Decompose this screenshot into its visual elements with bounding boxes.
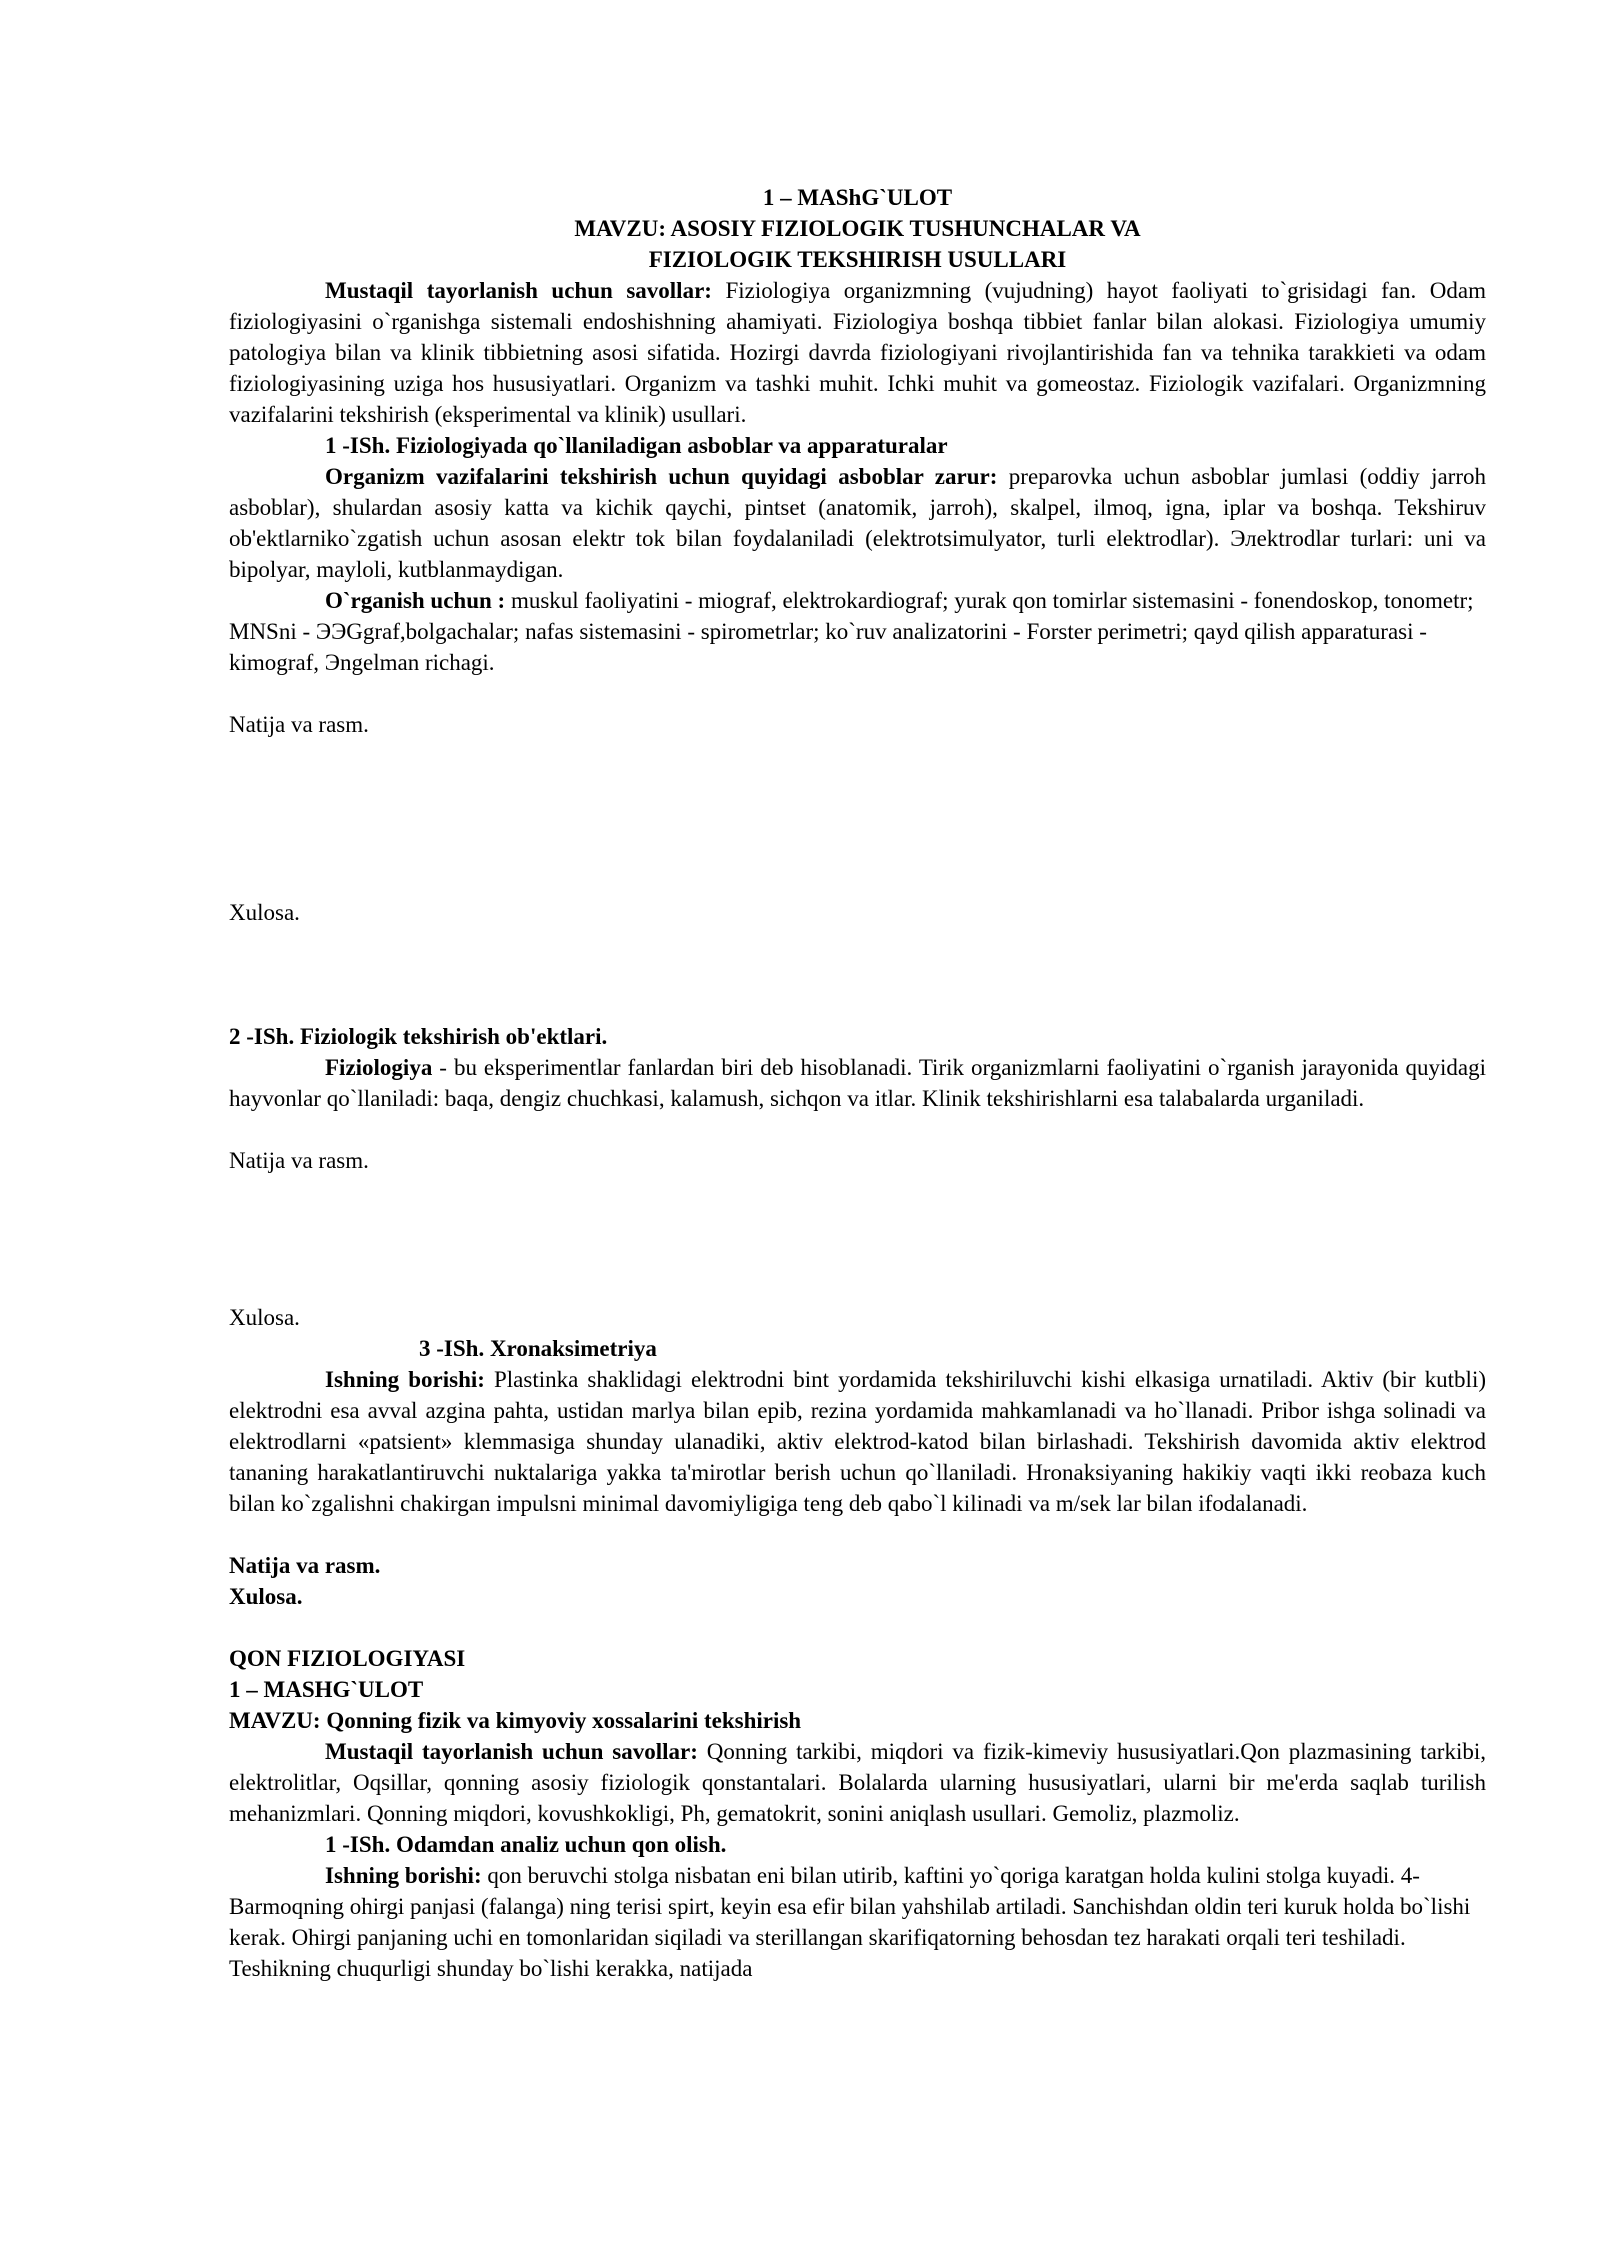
self-study-questions bbox=[229, 275, 1486, 430]
conclusion-label-2: Xulosa. bbox=[229, 1305, 300, 1330]
blood-work1-paragraph bbox=[229, 1860, 1486, 1984]
work2-paragraph-label: Fiziologiya bbox=[325, 1055, 433, 1080]
self-study-questions-text: Fiziologiya organizmning (vujudning) hayot faoliyati to`grisidagi fan. Odam fiziologiyasini o`rganishga sistemali endoshishning ahamiyati. Fiziologiya boshqa tibbiet fanlar bilan alokasi. Fiziologiya umumiy patologiya bilan va klinik tibbietning asosi sifatida. Hozirgi davrda fiziologiyani rivojlantirishida fan va tehnika tarakkieti va odam fiziologiyasining uziga hos hususiyatlari. Organizm va tashki muhit. Ichki muhit va gomeostaz. Fiziologik vazifalari. Organizmning vazifalarini tekshirish (eksperimental va klinik) usullari. bbox=[229, 278, 1486, 427]
blood-self-study-questions-text: Qonning tarkibi, miqdori va fizik-kimeviy hususiyatlari.Qon plazmasining tarkibi, elektrolitlar, Oqsillar, qonning asosiy fiziologik qonstantalari. Bolalarda ularning hususiyatlari, ularni bir me'erda saqlab turilish mehanizmlari. Qonning miqdori, kovushkokligi, Ph, gematokrit, sonini aniqlash usullari. Gemoliz, plazmoliz. bbox=[229, 1739, 1486, 1826]
work3-paragraph-text: Plastinka shaklidagi elektrodni bint yordamida tekshiriluvchi kishi elkasiga urnatiladi. Aktiv (bir kutbli) elektrodni esa avval azgina pahta, ustidan marlya bilan epib, rezina yordamida mahkamlanadi va ho`llanadi. Pribor ishga solinadi va elektrodlarni «patsient» klemmasiga shunday ulanadiki, aktiv elektrod-katod bilan birlashadi. Tekshirish davomida aktiv elektrod tananing harakatlantiruvchi nuktalariga yakka ta'mirotlar berish uchun qo`llaniladi. Hronaksiyaning hakikiy vaqti ikki reobaza kuch bilan ko`zgalishni chakirgan impulsni minimal davomiyligiga teng deb qabo`l kilinadi va m/sek lar bilan ifodalanadi. bbox=[229, 1367, 1486, 1516]
blood-work1-paragraph-label: Ishning borishi: bbox=[325, 1863, 482, 1888]
work3-title bbox=[229, 1333, 1486, 1364]
conclusion-label-1: Xulosa. bbox=[229, 900, 300, 925]
blood-work1-paragraph-text: qon beruvchi stolga nisbatan eni bilan utirib, kaftini yo`qoriga karatgan holda kulini stolga kuyadi. 4-Barmoqning ohirgi panjasi (falanga) ning terisi spirt, keyin esa efir bilan yahshilab artiladi. Sanchishdan oldin teri kuruk holda bo`lishi kerak. Ohirgi panjaning uchi en tomonlaridan siqiladi va sterillangan skarifiqatorning behosdan tez harakati orqali teri teshiladi. Teshikning chuqurligi shunday bo`lishi kerakka, natijada bbox=[229, 1863, 1471, 1981]
work3-paragraph bbox=[229, 1364, 1486, 1519]
self-study-questions-label: Mustaqil tayorlanish uchun savollar: bbox=[325, 278, 712, 303]
work3-paragraph-label: Ishning borishi: bbox=[325, 1367, 485, 1392]
conclusion-label-3-text: Xulosa. bbox=[229, 1584, 303, 1609]
work2-title bbox=[229, 1021, 1486, 1052]
result-label-1: Natija va rasm. bbox=[229, 712, 369, 737]
work3-title-text: 3 -ISh. Xronaksimetriya bbox=[419, 1336, 657, 1361]
work2-paragraph-text: - bu eksperimentlar fanlardan biri deb hisoblanadi. Tirik organizmlarni faoliyatini o`rganish jarayonida quyidagi hayvonlar qo`llaniladi: baqa, dengiz chuchkasi, kalamush, sichqon va itlar. Klinik tekshirishlarni esa talabalarda urganiladi. bbox=[229, 1055, 1486, 1111]
topic-title-line2: FIZIOLOGIK TEKSHIRISH USULLARI bbox=[648, 247, 1067, 272]
lesson-label bbox=[229, 1674, 1486, 1705]
work2-title-text: 2 -ISh. Fiziologik tekshirish ob'ektlari. bbox=[229, 1024, 608, 1049]
blood-self-study-questions bbox=[229, 1736, 1486, 1829]
result-label-3-text: Natija va rasm. bbox=[229, 1553, 381, 1578]
document-page bbox=[229, 182, 1486, 1984]
blood-work1-title-text: 1 -ISh. Odamdan analiz uchun qon olish. bbox=[325, 1832, 727, 1857]
work1-paragraph2-label: O`rganish uchun : bbox=[325, 588, 506, 613]
topic-label-text: MAVZU: Qonning fizik va kimyoviy xossalarini tekshirish bbox=[229, 1708, 802, 1733]
work1-paragraph1-text: preparovka uchun asboblar jumlasi (oddiy jarroh asboblar), shulardan asosiy katta va kichik qaychi, pintset (anatomik, jarroh), skalpel, ilmoq, igna, iplar va boshqa. Tekshiruv ob'ektlarniko`zgatish uchun asosan elektr tok bilan foydalaniladi (elektrotsimulyator, turli elektrodlar). Элektrodlar turlari: uni va bipolyar, mayloli, kutblanmaydigan. bbox=[229, 464, 1486, 582]
section-heading bbox=[229, 1643, 1486, 1674]
work1-paragraph2-text: muskul faoliyatini - miograf, elektrokardiograf; yurak qon tomirlar sistemasini - fonendoskop, tonometr; MNSni - ЭЭGgraf,bolgachalar; nafas sistemasini - spirometrlar; ko`ruv analizatorini - Forster perimetri; qayd qilish apparaturasi - kimograf, Эngelman richagi. bbox=[229, 588, 1474, 675]
blood-self-study-questions-label: Mustaqil tayorlanish uchun savollar: bbox=[325, 1739, 698, 1764]
topic-title-line1: MAVZU: ASOSIY FIZIOLOGIK TUSHUNCHALAR VA bbox=[574, 216, 1141, 241]
work1-paragraph1 bbox=[229, 461, 1486, 585]
result-label-2: Natija va rasm. bbox=[229, 1148, 369, 1173]
result-label-3 bbox=[229, 1550, 1486, 1581]
work1-paragraph2 bbox=[229, 585, 1486, 678]
work1-title-text: 1 -ISh. Fiziologiyada qo`llaniladigan asboblar va apparaturalar bbox=[325, 433, 948, 458]
work1-title bbox=[229, 430, 1486, 461]
work2-paragraph bbox=[229, 1052, 1486, 1114]
topic-label bbox=[229, 1705, 1486, 1736]
conclusion-label-3 bbox=[229, 1581, 1486, 1612]
section-heading-text: QON FIZIOLOGIYASI bbox=[229, 1646, 466, 1671]
lesson-title: 1 – MAShG`ULOT bbox=[762, 185, 953, 210]
work1-paragraph1-label: Organizm vazifalarini tekshirish uchun quyidagi asboblar zarur: bbox=[325, 464, 998, 489]
lesson-label-text: 1 – MASHG`ULOT bbox=[229, 1677, 424, 1702]
blood-work1-title bbox=[229, 1829, 1486, 1860]
